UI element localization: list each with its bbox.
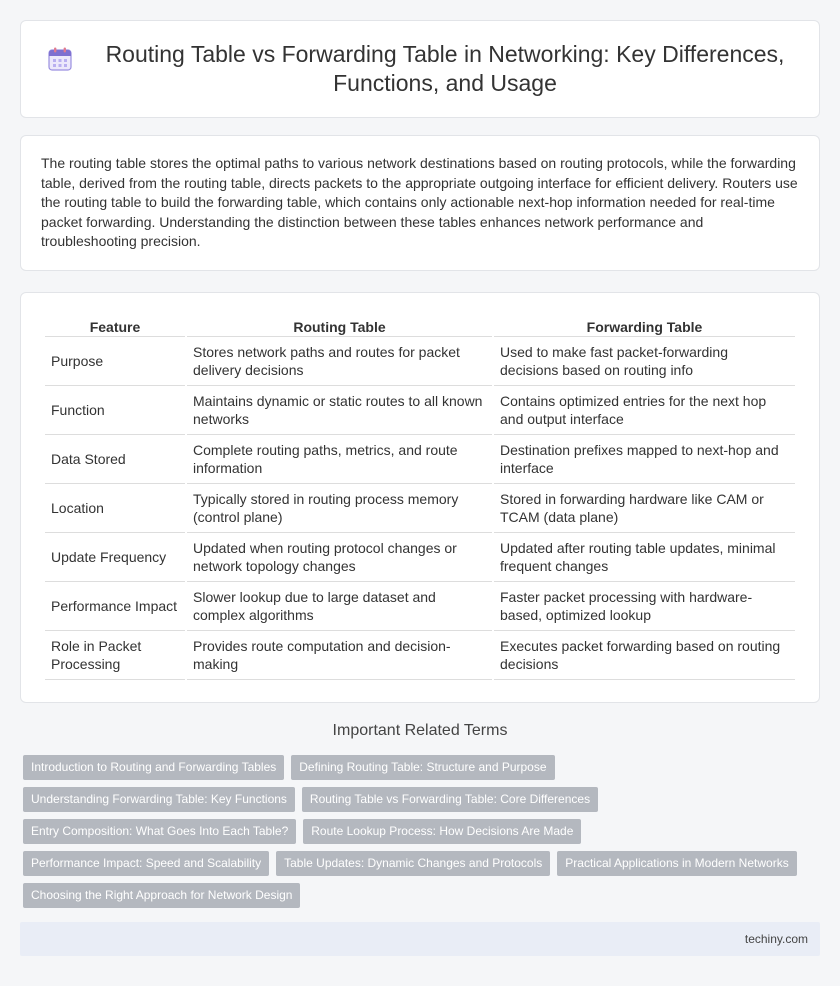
cell-forwarding: Used to make fast packet-forwarding decisions based on routing info	[494, 337, 795, 386]
tag-row	[23, 851, 823, 876]
summary-card	[20, 135, 820, 271]
related-term-link[interactable]: Entry Composition: What Goes Into Each Table?	[23, 819, 296, 844]
summary-text: The routing table stores the optimal paths to various network destinations based on routing protocols, while the forwarding table, derived from the routing table, directs packets to the appropriate outgoing interface for efficient delivery. Routers use the routing table to build the forwarding table, which contains only actionable next-hop information needed for real-time packet forwarding. Understanding the distinction between these tables enhances network performance and troubleshooting precision.	[41, 155, 798, 249]
cell-feature: Purpose	[45, 337, 185, 386]
cell-routing: Complete routing paths, metrics, and route information	[187, 435, 492, 484]
page-title: Routing Table vs Forwarding Table in Networking: Key Differences, Functions, and Usage	[105, 41, 785, 96]
related-terms-list	[23, 755, 823, 915]
related-term-link[interactable]: Table Updates: Dynamic Changes and Protocols	[276, 851, 550, 876]
cell-routing: Maintains dynamic or static routes to all known networks	[187, 386, 492, 435]
comparison-table	[43, 315, 797, 680]
header-routing-table: Routing Table	[187, 315, 492, 337]
cell-forwarding: Updated after routing table updates, minimal frequent changes	[494, 533, 795, 582]
header-feature: Feature	[45, 315, 185, 337]
cell-feature: Performance Impact	[45, 582, 185, 631]
cell-feature: Data Stored	[45, 435, 185, 484]
cell-feature: Location	[45, 484, 185, 533]
footer	[20, 922, 820, 956]
table-row	[45, 582, 795, 631]
related-terms-heading: Important Related Terms	[332, 722, 508, 739]
table-row	[45, 533, 795, 582]
table-row	[45, 631, 795, 680]
cell-routing: Provides route computation and decision-making	[187, 631, 492, 680]
cell-feature: Role in Packet Processing	[45, 631, 185, 680]
cell-routing: Stores network paths and routes for packet delivery decisions	[187, 337, 492, 386]
title-card	[20, 20, 820, 118]
related-term-link[interactable]: Introduction to Routing and Forwarding Tables	[23, 755, 284, 780]
cell-routing: Typically stored in routing process memory (control plane)	[187, 484, 492, 533]
tag-row	[23, 787, 823, 812]
table-row	[45, 484, 795, 533]
table-header-row	[45, 315, 795, 337]
cell-forwarding: Contains optimized entries for the next hop and output interface	[494, 386, 795, 435]
related-term-link[interactable]: Performance Impact: Speed and Scalability	[23, 851, 269, 876]
related-term-link[interactable]: Route Lookup Process: How Decisions Are Made	[303, 819, 581, 844]
footer-site-link[interactable]: techiny.com	[744, 932, 808, 946]
tag-row	[23, 883, 823, 908]
cell-forwarding: Executes packet forwarding based on routing decisions	[494, 631, 795, 680]
cell-feature: Update Frequency	[45, 533, 185, 582]
cell-routing: Slower lookup due to large dataset and complex algorithms	[187, 582, 492, 631]
table-row	[45, 337, 795, 386]
related-term-link[interactable]: Defining Routing Table: Structure and Purpose	[291, 755, 554, 780]
cell-feature: Function	[45, 386, 185, 435]
cell-forwarding: Faster packet processing with hardware-based, optimized lookup	[494, 582, 795, 631]
cell-forwarding: Stored in forwarding hardware like CAM or TCAM (data plane)	[494, 484, 795, 533]
related-term-link[interactable]: Routing Table vs Forwarding Table: Core Differences	[302, 787, 598, 812]
table-row	[45, 435, 795, 484]
tag-row	[23, 819, 823, 844]
related-term-link[interactable]: Choosing the Right Approach for Network Design	[23, 883, 300, 908]
calendar-icon	[47, 46, 73, 72]
related-term-link[interactable]: Understanding Forwarding Table: Key Functions	[23, 787, 295, 812]
comparison-card	[20, 292, 820, 703]
title-wrap	[41, 40, 799, 98]
table-row	[45, 386, 795, 435]
header-forwarding-table: Forwarding Table	[494, 315, 795, 337]
cell-routing: Updated when routing protocol changes or network topology changes	[187, 533, 492, 582]
tag-row	[23, 755, 823, 780]
cell-forwarding: Destination prefixes mapped to next-hop and interface	[494, 435, 795, 484]
related-term-link[interactable]: Practical Applications in Modern Networks	[557, 851, 796, 876]
